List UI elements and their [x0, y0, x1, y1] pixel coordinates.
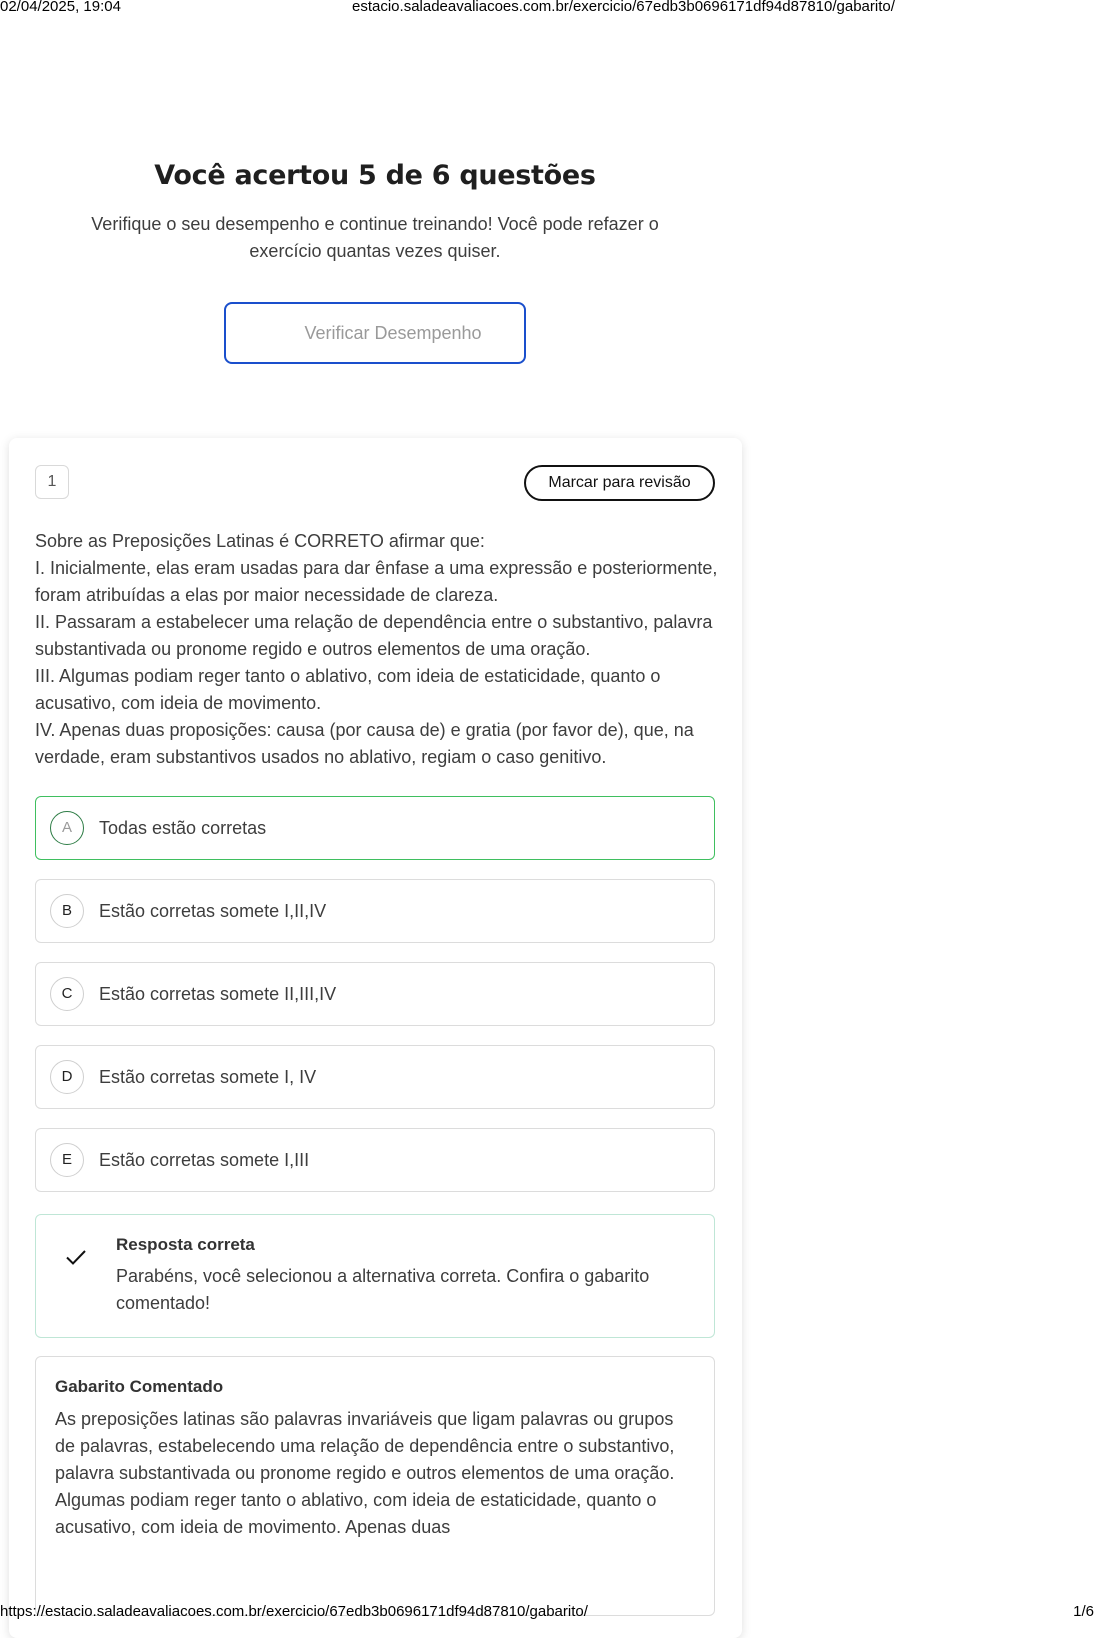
feedback-message: Parabéns, você selecionou a alternativa correta. Confira o gabarito comentado! [116, 1266, 650, 1313]
option-e[interactable] [35, 1128, 715, 1192]
result-subtitle: Verifique o seu desempenho e continue treinando! Você pode refazer o exercício quantas vezes quiser. [91, 214, 659, 261]
option-c[interactable] [35, 962, 715, 1026]
option-letter: C [50, 977, 84, 1011]
question-item-4: IV. Apenas duas proposições: causa (por causa de) e gratia (por favor de), que, na verdade, eram substantivos usados no ablativo, regiam o caso genitivo. [35, 720, 694, 767]
option-letter: E [50, 1143, 84, 1177]
question-text [35, 528, 725, 771]
option-a[interactable] [35, 796, 715, 860]
option-d[interactable] [35, 1045, 715, 1109]
checkmark-icon [64, 1245, 88, 1269]
question-card [9, 438, 742, 1638]
option-text: Estão corretas somete I,II,IV [99, 901, 327, 921]
commented-answer-text: As preposições latinas são palavras invariáveis que ligam palavras ou grupos de palavras, estabelecendo uma relação de dependência entre o substantivo, palavra substantivada ou pronome regido e outros elementos de uma oração. Algumas podiam reger tanto o ablativo, com ideia de estaticidade, quanto o acusativo, com ideia de movimento. Apenas duas [55, 1409, 675, 1537]
question-number: 1 [35, 465, 69, 499]
print-footer [0, 1603, 1094, 1621]
option-letter: A [50, 811, 84, 845]
print-page-number: 1/6 [1073, 1603, 1094, 1620]
option-b[interactable] [35, 879, 715, 943]
print-datetime: 02/04/2025, 19:04 [0, 0, 121, 15]
feedback-title: Resposta correta [116, 1235, 255, 1254]
option-text: Estão corretas somete II,III,IV [99, 984, 337, 1004]
verify-performance-button[interactable]: Verificar Desempenho [224, 302, 526, 364]
mark-for-review-button[interactable]: Marcar para revisão [524, 465, 715, 501]
answer-options [35, 796, 715, 1211]
option-text: Estão corretas somete I, IV [99, 1067, 317, 1087]
question-item-1: I. Inicialmente, elas eram usadas para dar ênfase a uma expressão e posteriormente, foram atribuídas a elas por maior necessidade de clareza. [35, 558, 718, 605]
option-text: Estão corretas somete I,III [99, 1150, 310, 1170]
result-title: Você acertou 5 de 6 questões [154, 160, 596, 191]
commented-answer-title: Gabarito Comentado [55, 1377, 224, 1396]
question-item-3: III. Algumas podiam reger tanto o ablativo, com ideia de estaticidade, quanto o acusativo, com ideia de movimento. [35, 666, 661, 713]
question-statement: Sobre as Preposições Latinas é CORRETO afirmar que: [35, 531, 485, 551]
result-summary [0, 160, 750, 265]
print-header [0, 0, 1094, 16]
question-item-2: II. Passaram a estabelecer uma relação de dependência entre o substantivo, palavra substantivada ou pronome regido e outros elementos de uma oração. [35, 612, 713, 659]
print-footer-url: https://estacio.saladeavaliacoes.com.br/exercicio/67edb3b0696171df94d87810/gabarito/ [0, 1603, 588, 1620]
option-text: Todas estão corretas [99, 818, 267, 838]
commented-answer [35, 1356, 715, 1616]
option-letter: D [50, 1060, 84, 1094]
print-header-url: estacio.saladeavaliacoes.com.br/exercicio/67edb3b0696171df94d87810/gabarito/ [352, 0, 895, 15]
answer-feedback [35, 1214, 715, 1338]
option-letter: B [50, 894, 84, 928]
